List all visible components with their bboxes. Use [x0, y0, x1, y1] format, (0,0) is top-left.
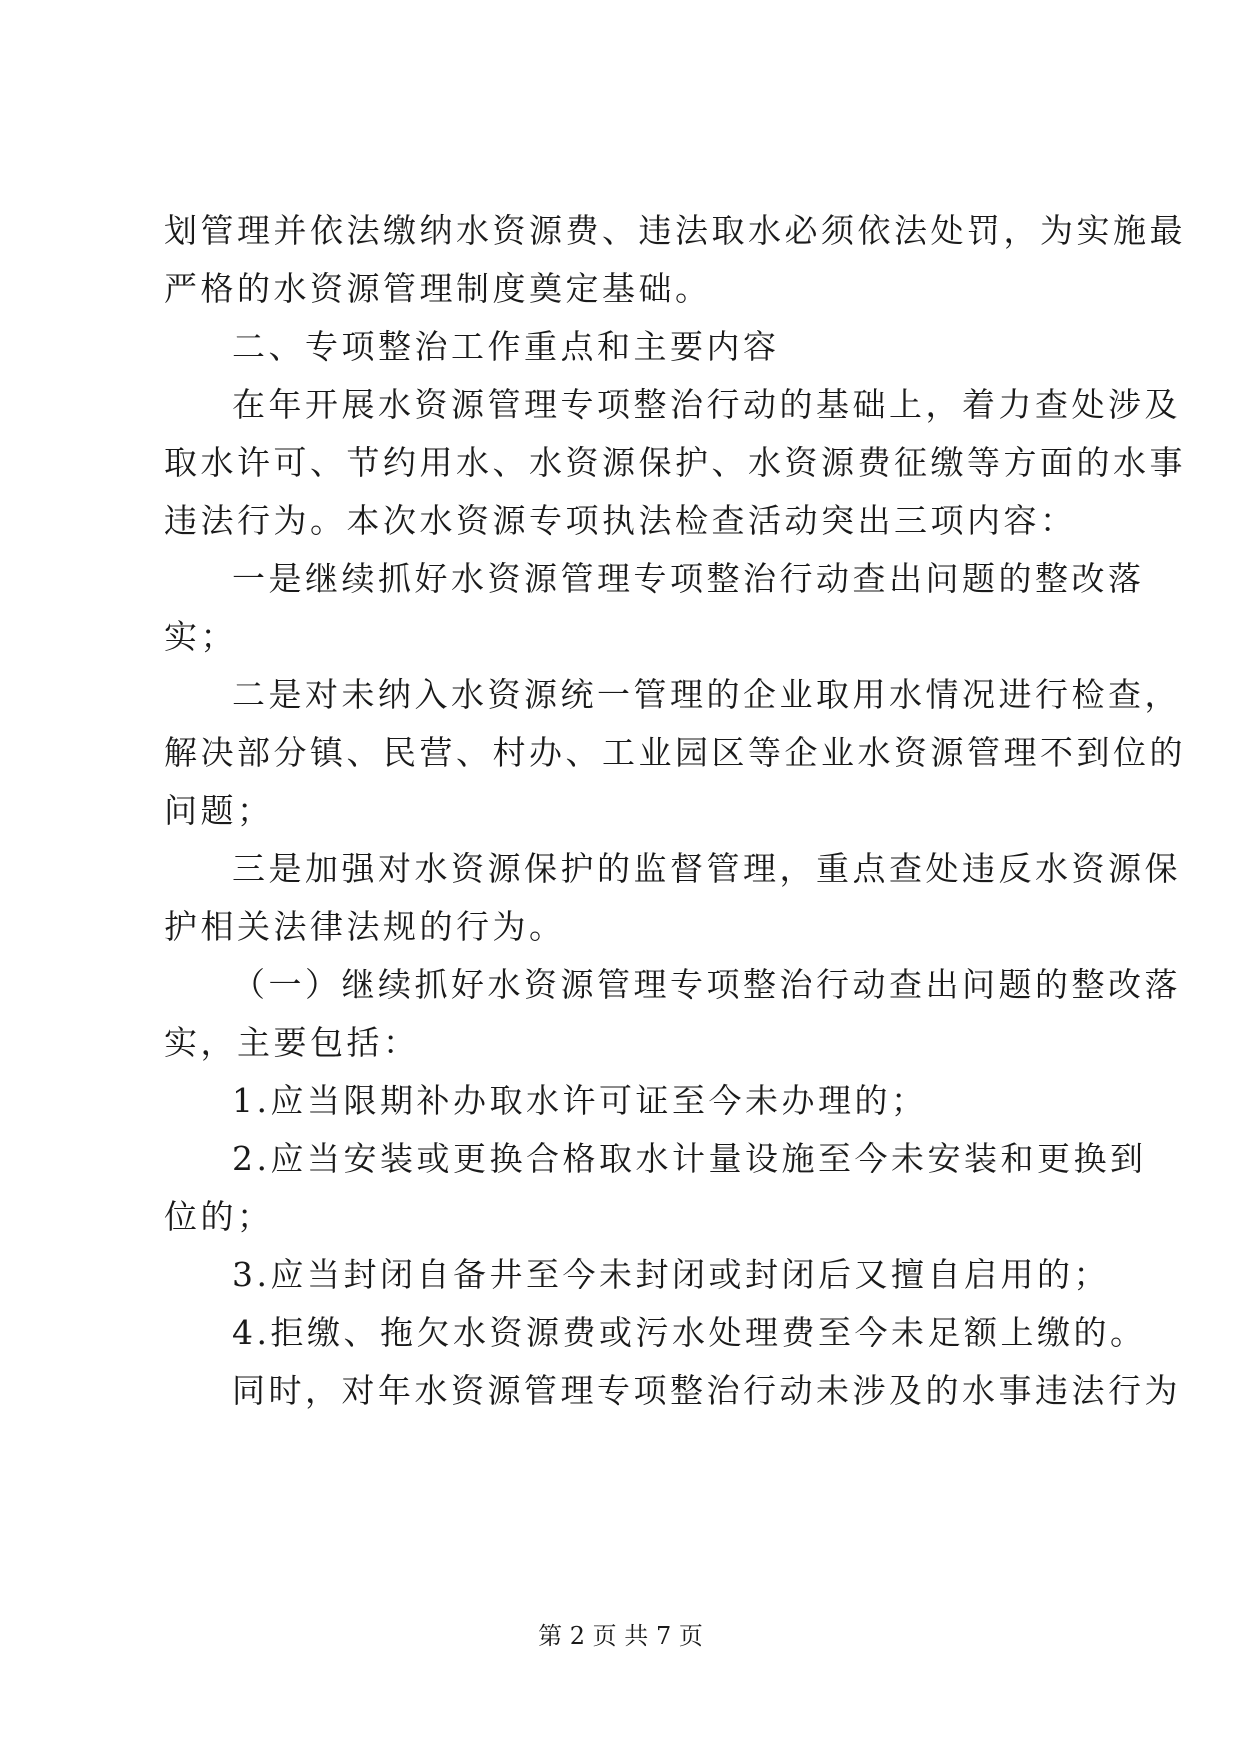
text-line: 问题； [164, 791, 274, 830]
text-line: 取水许可、节约用水、水资源保护、水资源费征缴等方面的水事 [164, 443, 1186, 482]
text-line: 划管理并依法缴纳水资源费、违法取水必须依法处罚，为实施最 [164, 211, 1186, 250]
list-item: 3.应当封闭自备井至今未封闭或封闭后又擅自启用的； [232, 1255, 1110, 1294]
text-line: 同时，对年水资源管理专项整治行动未涉及的水事违法行为 [232, 1371, 1181, 1410]
subsection-heading: （一）继续抓好水资源管理专项整治行动查出问题的整改落 [232, 965, 1181, 1004]
text-line: 护相关法律法规的行为。 [164, 907, 566, 946]
list-item: 1.应当限期补办取水许可证至今未办理的； [232, 1081, 928, 1120]
text-line: 一是继续抓好水资源管理专项整治行动查出问题的整改落 [232, 559, 1145, 598]
page-number-footer: 第 2 页 共 7 页 [538, 1622, 703, 1650]
text-line: 三是加强对水资源保护的监督管理，重点查处违反水资源保 [232, 849, 1181, 888]
text-line: 实； [164, 617, 237, 656]
text-line: 实，主要包括： [164, 1023, 420, 1062]
list-item: 4.拒缴、拖欠水资源费或污水处理费至今未足额上缴的。 [232, 1313, 1147, 1352]
text-line: 违法行为。本次水资源专项执法检查活动突出三项内容： [164, 501, 1077, 540]
text-line: 位的； [164, 1197, 274, 1236]
text-line: 二是对未纳入水资源统一管理的企业取用水情况进行检查， [232, 675, 1181, 714]
text-line: 严格的水资源管理制度奠定基础。 [164, 269, 712, 308]
text-line: 在年开展水资源管理专项整治行动的基础上，着力查处涉及 [232, 385, 1181, 424]
section-heading: 二、专项整治工作重点和主要内容 [232, 327, 780, 366]
list-item: 2.应当安装或更换合格取水计量设施至今未安装和更换到 [232, 1139, 1147, 1178]
text-line: 解决部分镇、民营、村办、工业园区等企业水资源管理不到位的 [164, 733, 1186, 772]
